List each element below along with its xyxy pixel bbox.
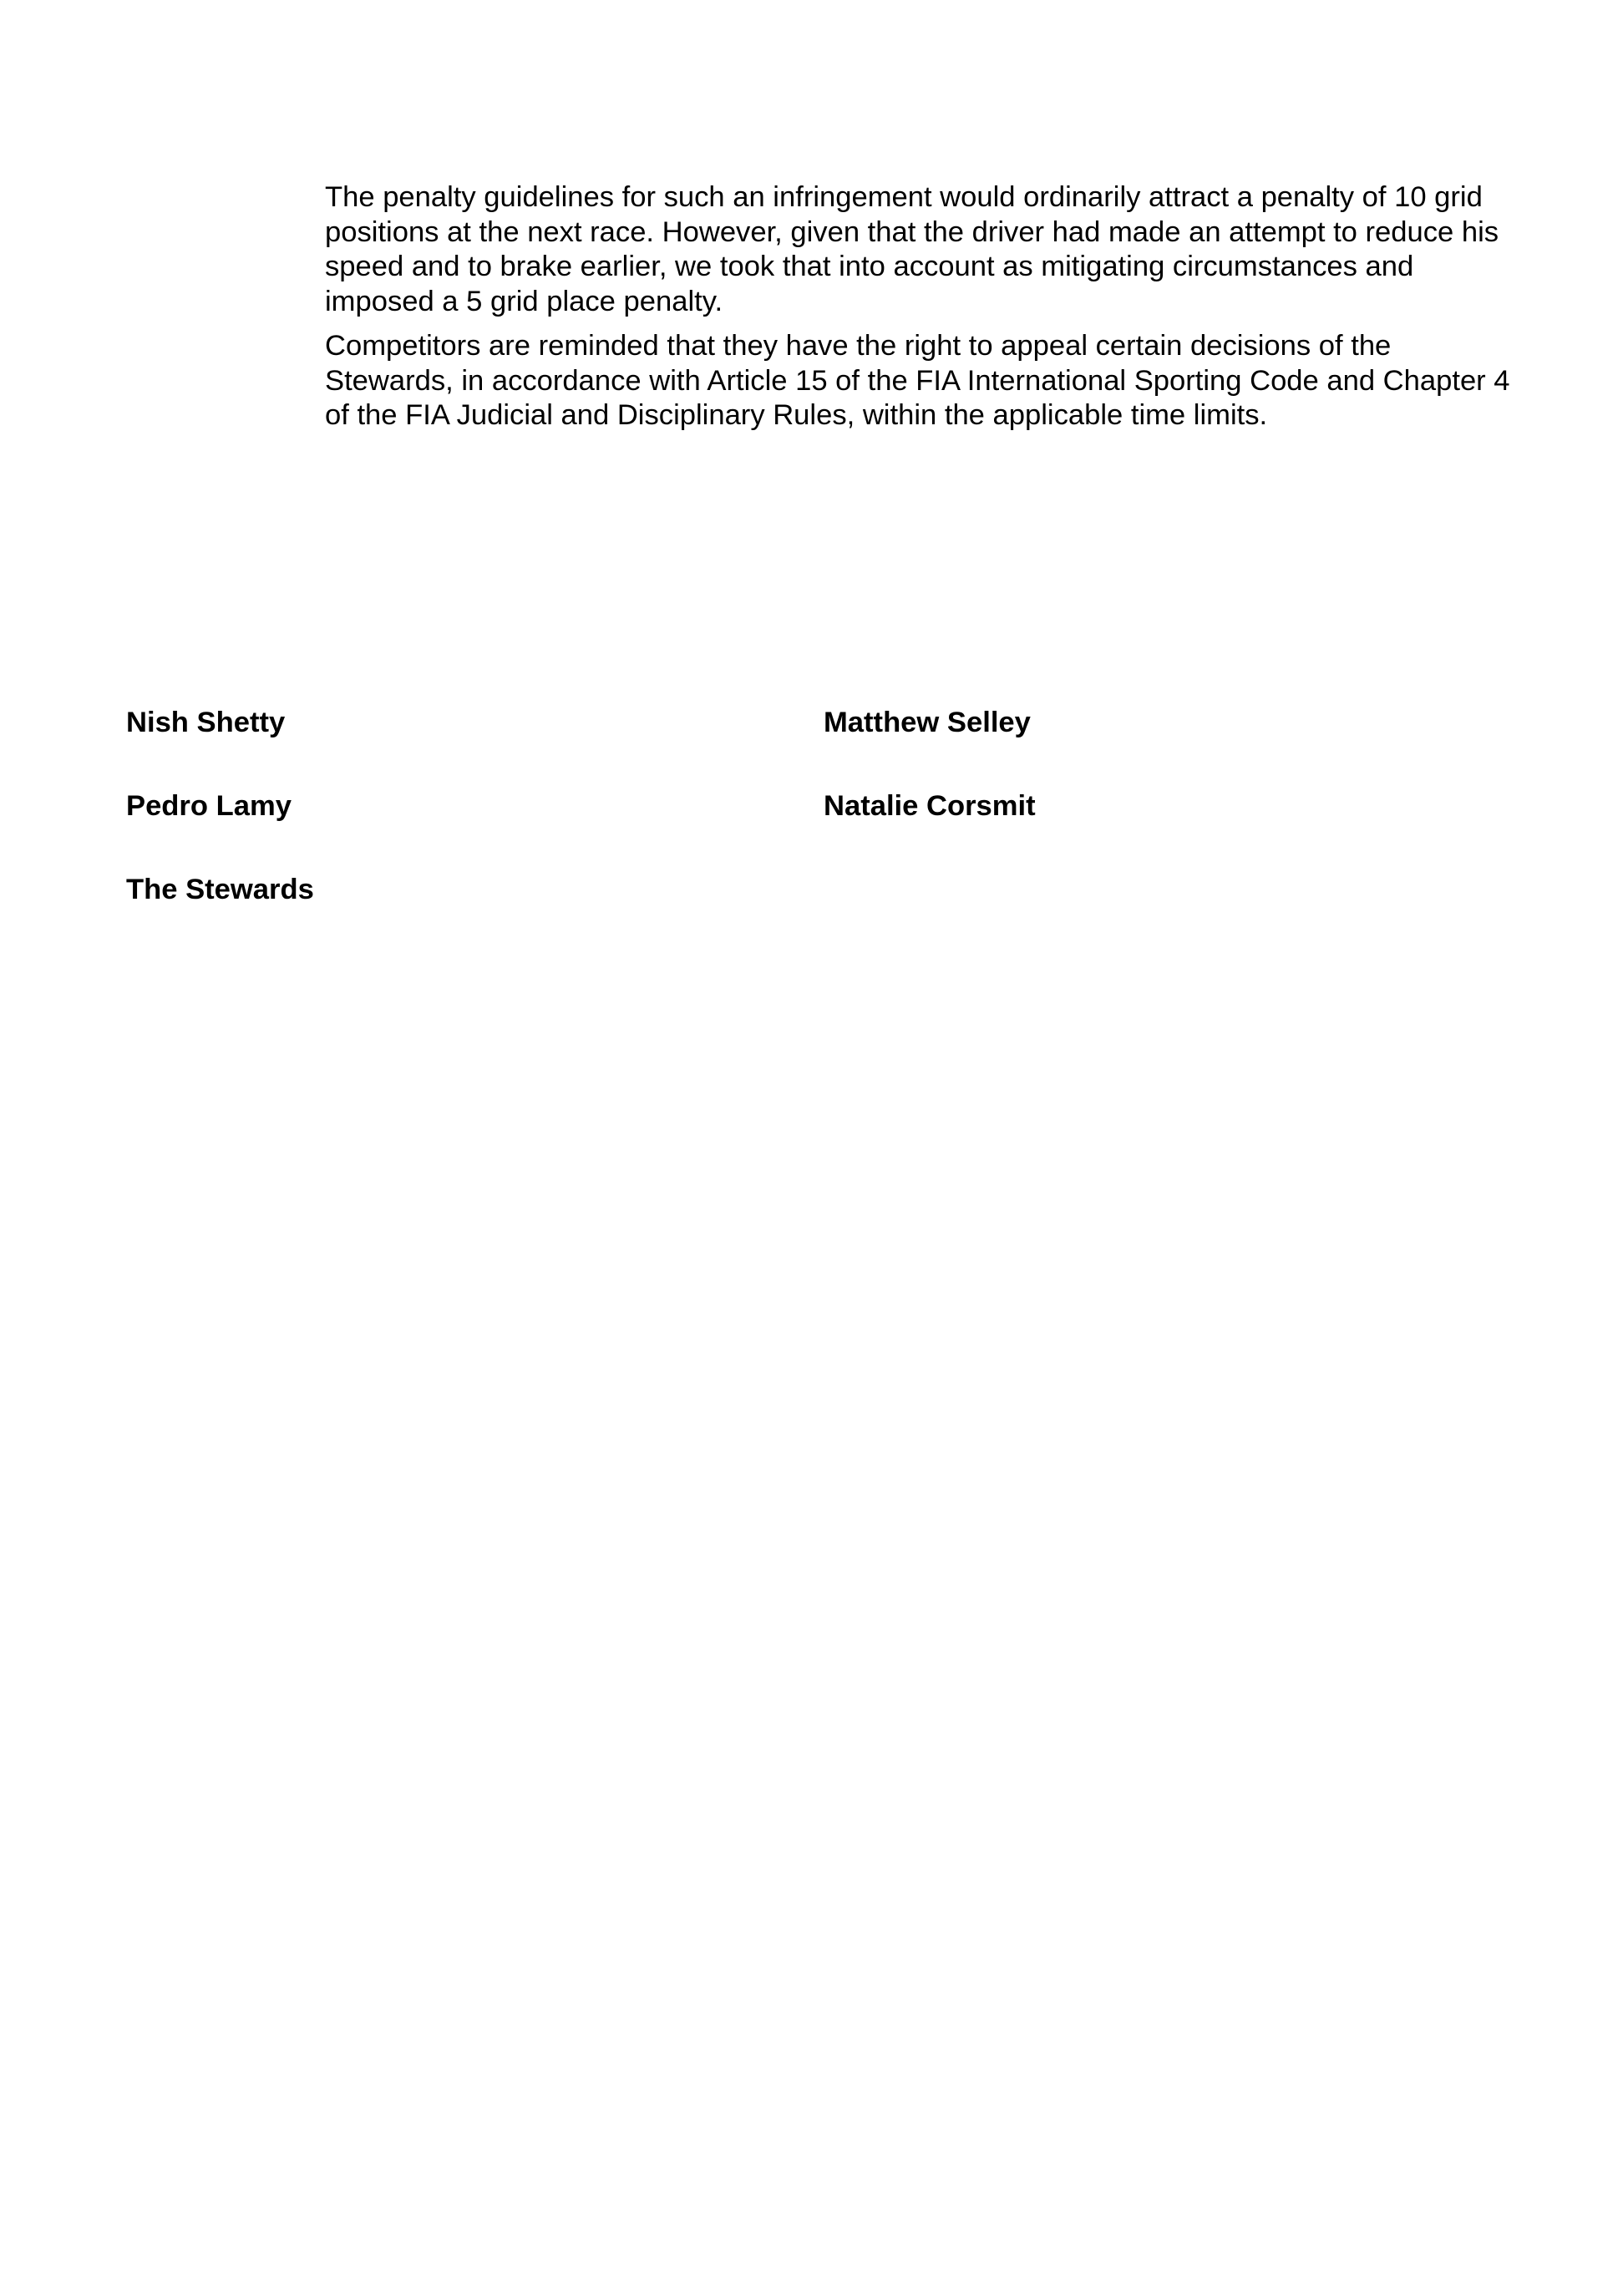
steward-name: Nish Shetty: [126, 707, 286, 738]
signature-row: [126, 873, 1504, 956]
steward-name: Pedro Lamy: [126, 790, 292, 822]
stewards-signoff: The Stewards: [126, 874, 314, 905]
signature-row: [126, 789, 1504, 873]
steward-name: Natalie Corsmit: [824, 790, 1036, 822]
signature-row: [126, 706, 1504, 789]
penalty-rationale-paragraph: The penalty guidelines for such an infringement would ordinarily attract a penalty of 10 grid positions at the next race. However, given that the driver had made an attempt to reduce his speed and to brake earlier, we took that into account as mitigating circumstances and imposed a 5 grid place penalty.: [325, 181, 1499, 317]
stewards-signature-block: [126, 706, 1504, 956]
decision-body: [325, 180, 1511, 443]
appeal-notice-paragraph: Competitors are reminded that they have the right to appeal certain decisions of the Stewards, in accordance with Article 15 of the FIA International Sporting Code and Chapter 4 of the FIA Judicial and Disciplinary Rules, within the applicable time limits.: [325, 330, 1510, 431]
steward-name: Matthew Selley: [824, 707, 1031, 738]
